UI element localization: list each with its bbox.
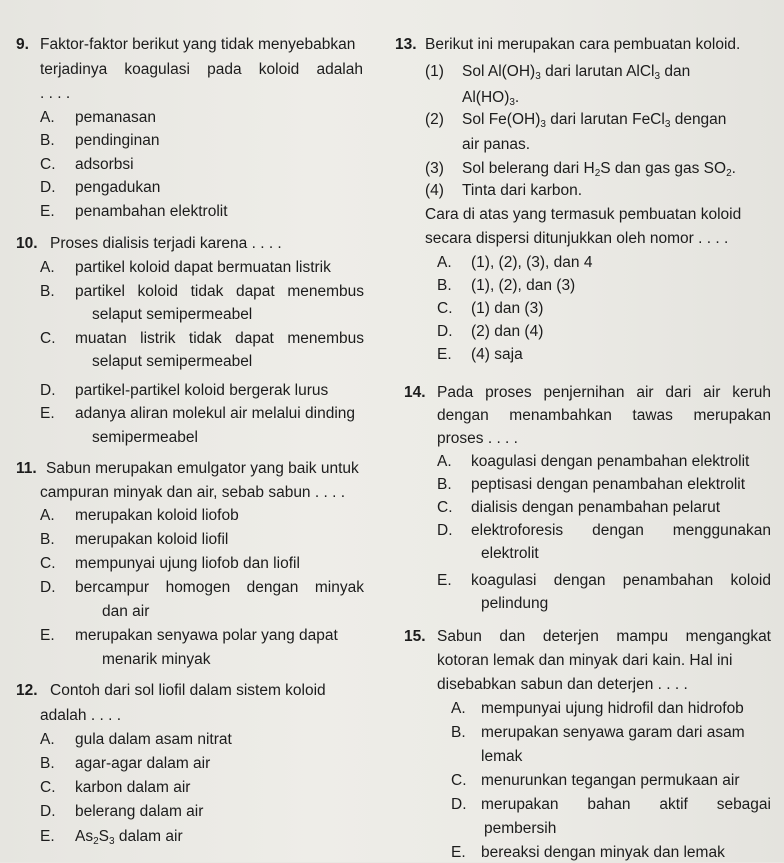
q11-option-e-letter: E. xyxy=(40,627,55,644)
q15-option-e-letter: E. xyxy=(451,844,466,861)
q13-item2-line1: Sol $Fe(OH)_3$ dari larutan FeCl$_3$ dengan xyxy=(462,111,727,130)
q14-option-e-letter: E. xyxy=(437,572,452,589)
q9-option-c-letter: C. xyxy=(40,156,56,173)
q9-option-d-letter: D. xyxy=(40,179,56,196)
q11-option-b-letter: B. xyxy=(40,531,55,548)
q13-item1-number: (1) xyxy=(425,63,444,80)
q11-option-d-line1: bercampur homogen dengan minyak xyxy=(75,579,364,596)
q15-option-c: menurunkan tegangan permukaan air xyxy=(481,772,740,789)
q12-option-b: agar-agar dalam air xyxy=(75,755,211,772)
q9-option-a: pemanasan xyxy=(75,109,157,126)
q10-option-d: partikel-partikel koloid bergerak lurus xyxy=(75,382,329,399)
q11-option-d-line2: dan air xyxy=(102,603,150,620)
q13-item3-number: (3) xyxy=(425,160,444,177)
q14-option-c: dialisis dengan penambahan pelarut xyxy=(471,499,721,516)
q9-option-b-letter: B. xyxy=(40,132,55,149)
q14-option-b-letter: B. xyxy=(437,476,452,493)
q13-question-line1: Cara di atas yang termasuk pembuatan koloid xyxy=(425,206,742,223)
q10-option-b-letter: B. xyxy=(40,283,55,300)
q10-option-c-letter: C. xyxy=(40,330,56,347)
q10-option-c-line1: muatan listrik tidak dapat menembus xyxy=(75,330,364,347)
q9-option-e: penambahan elektrolit xyxy=(75,203,228,220)
q15-option-e: bereaksi dengan minyak dan lemak xyxy=(481,844,725,861)
q14-option-e-line2: pelindung xyxy=(481,595,549,612)
q13-item3-line1: Sol belerang dari $H_2S$ dan gas gas $SO_2$. xyxy=(462,160,736,179)
q12-number: 12. xyxy=(16,682,38,699)
q13-item2-line2: air panas. xyxy=(462,136,531,153)
q12-stem-line1: Contoh dari sol liofil dalam sistem koloid xyxy=(50,682,326,699)
q15-option-b-line2: lemak xyxy=(481,748,523,765)
q9-option-a-letter: A. xyxy=(40,109,55,126)
q11-number: 11. xyxy=(16,460,37,477)
q10-option-e-line2: semipermeabel xyxy=(92,429,198,446)
q15-option-d-letter: D. xyxy=(451,796,467,813)
q9-option-e-letter: E. xyxy=(40,203,55,220)
q13-stem: Berikut ini merupakan cara pembuatan koloid. xyxy=(425,36,741,53)
q11-option-e-line1: merupakan senyawa polar yang dapat xyxy=(75,627,338,644)
q15-stem-line3: disebabkan sabun dan deterjen . . . . xyxy=(437,676,688,693)
q15-number: 15. xyxy=(404,628,426,645)
q13-option-e: (4) saja xyxy=(471,346,523,363)
q13-number: 13. xyxy=(395,36,417,53)
q9-option-d: pengadukan xyxy=(75,179,161,196)
q11-option-d-letter: D. xyxy=(40,579,56,596)
q13-option-c-letter: C. xyxy=(437,300,453,317)
q14-stem-line2: dengan menambahkan tawas merupakan xyxy=(437,407,771,424)
q11-stem-line2: campuran minyak dan air, sebab sabun . . . . xyxy=(40,484,346,501)
q11-stem-line1: Sabun merupakan emulgator yang baik untuk xyxy=(46,460,359,477)
q15-option-d-line1: merupakan bahan aktif sebagai xyxy=(481,796,771,813)
q15-option-b-letter: B. xyxy=(451,724,466,741)
q12-option-a-letter: A. xyxy=(40,731,55,748)
q15-option-b-line1: merupakan senyawa garam dari asam xyxy=(481,724,745,741)
q13-item1-line1: Sol $Al(OH)_3$ dari larutan AlCl$_3$ dan xyxy=(462,63,691,82)
q11-option-e-line2: menarik minyak xyxy=(102,651,211,668)
q10-option-e-letter: E. xyxy=(40,405,55,422)
q13-item4-line1: Tinta dari karbon. xyxy=(462,182,583,199)
q14-stem-line3: proses . . . . xyxy=(437,430,518,447)
q10-option-d-letter: D. xyxy=(40,382,56,399)
q10-number: 10. xyxy=(16,235,38,252)
q15-option-d-line2: pembersih xyxy=(484,820,557,837)
q12-option-e: $As_2S_3$ dalam air xyxy=(75,828,183,847)
q14-option-d-line1: elektroforesis dengan menggunakan xyxy=(471,522,771,539)
q14-option-a: koagulasi dengan penambahan elektrolit xyxy=(471,453,750,470)
q13-option-b-letter: B. xyxy=(437,277,452,294)
q11-option-c-letter: C. xyxy=(40,555,56,572)
q9-number: 9. xyxy=(16,36,29,53)
q12-option-b-letter: B. xyxy=(40,755,55,772)
q10-stem: Proses dialisis terjadi karena . . . . xyxy=(50,235,282,252)
q12-option-d: belerang dalam air xyxy=(75,803,204,820)
q13-item4-number: (4) xyxy=(425,182,444,199)
q14-option-d-letter: D. xyxy=(437,522,453,539)
q13-option-d: (2) dan (4) xyxy=(471,323,544,340)
q13-option-c: (1) dan (3) xyxy=(471,300,544,317)
q13-option-b: (1), (2), dan (3) xyxy=(471,277,576,294)
q12-option-e-letter: E. xyxy=(40,828,55,845)
q15-stem-line2: kotoran lemak dan minyak dari kain. Hal ini xyxy=(437,652,733,669)
q14-option-b: peptisasi dengan penambahan elektrolit xyxy=(471,476,746,493)
q10-option-c-line2: selaput semipermeabel xyxy=(92,353,253,370)
q11-option-c: mempunyai ujung liofob dan liofil xyxy=(75,555,300,572)
q11-option-a: merupakan koloid liofob xyxy=(75,507,239,524)
q15-option-a-letter: A. xyxy=(451,700,466,717)
q13-item1-line2: $Al(HO)_3$. xyxy=(462,89,520,108)
q14-number: 14. xyxy=(404,384,426,401)
q13-option-a-letter: A. xyxy=(437,254,452,271)
q13-option-e-letter: E. xyxy=(437,346,452,363)
q13-option-d-letter: D. xyxy=(437,323,453,340)
q10-option-a: partikel koloid dapat bermuatan listrik xyxy=(75,259,331,276)
q13-option-a: (1), (2), (3), dan 4 xyxy=(471,254,593,271)
q9-stem-line2: terjadinya koagulasi pada koloid adalah xyxy=(40,61,363,78)
q15-option-a: mempunyai ujung hidrofil dan hidrofob xyxy=(481,700,744,717)
q9-stem-line3: . . . . xyxy=(40,85,71,102)
q10-option-b-line1: partikel koloid tidak dapat menembus xyxy=(75,283,364,300)
q10-option-e-line1: adanya aliran molekul air melalui dinding xyxy=(75,405,356,422)
q9-stem-line1: Faktor-faktor berikut yang tidak menyebabkan xyxy=(40,36,356,53)
q14-stem-line1: Pada proses penjernihan air dari air keruh xyxy=(437,384,771,401)
q14-option-d-line2: elektrolit xyxy=(481,545,539,562)
q15-stem-line1: Sabun dan deterjen mampu mengangkat xyxy=(437,628,771,645)
q12-option-d-letter: D. xyxy=(40,803,56,820)
q12-option-c-letter: C. xyxy=(40,779,56,796)
q12-option-c: karbon dalam air xyxy=(75,779,191,796)
q11-option-b: merupakan koloid liofil xyxy=(75,531,229,548)
q10-option-a-letter: A. xyxy=(40,259,55,276)
q9-option-b: pendinginan xyxy=(75,132,160,149)
q14-option-e-line1: koagulasi dengan penambahan koloid xyxy=(471,572,771,589)
q14-option-a-letter: A. xyxy=(437,453,452,470)
q11-option-a-letter: A. xyxy=(40,507,55,524)
q12-option-a: gula dalam asam nitrat xyxy=(75,731,232,748)
q10-option-b-line2: selaput semipermeabel xyxy=(92,306,253,323)
q9-option-c: adsorbsi xyxy=(75,156,134,173)
q13-item2-number: (2) xyxy=(425,111,444,128)
q13-question-line2: secara dispersi ditunjukkan oleh nomor . . . . xyxy=(425,230,729,247)
q12-stem-line2: adalah . . . . xyxy=(40,707,121,724)
q15-option-c-letter: C. xyxy=(451,772,467,789)
q14-option-c-letter: C. xyxy=(437,499,453,516)
